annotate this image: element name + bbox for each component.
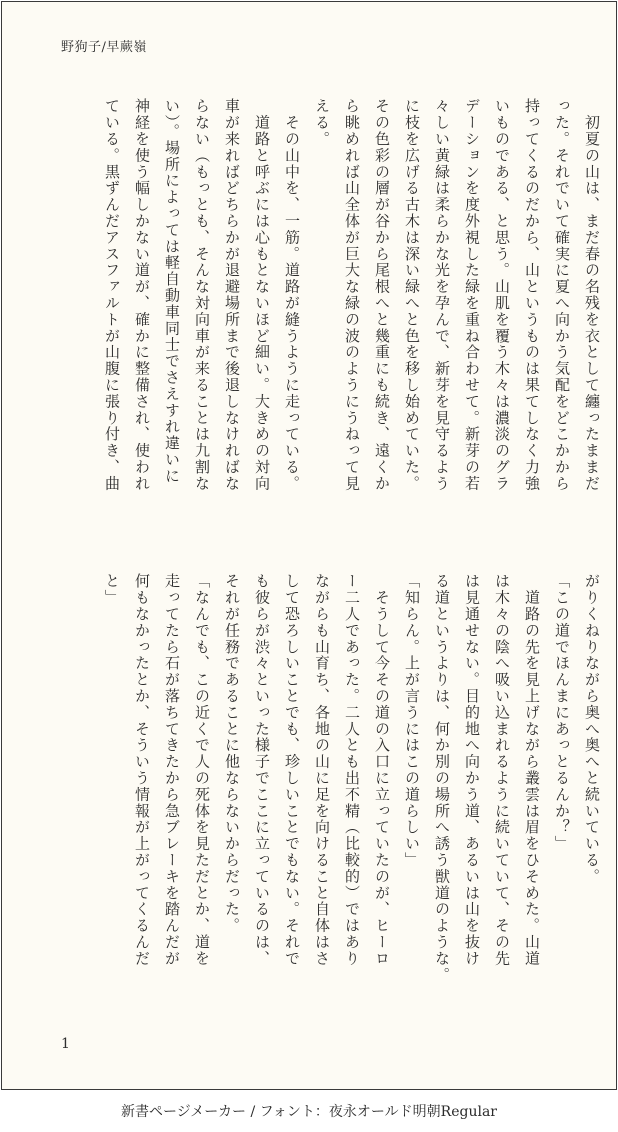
text-column: いものである、と思う。山肌を覆う木々は濃淡のグラ <box>493 98 511 492</box>
text-column: がりくねりながら奥へ奥へと続いている。 <box>583 573 601 885</box>
text-column: い）。場所によっては軽自動車同士でさえすれ違いに <box>163 98 181 485</box>
text-column: える。 <box>313 98 331 148</box>
text-column: 何もなかったとか、そういう情報が上がってくるんだ <box>133 573 151 967</box>
text-column: も彼らが渋々といった様子でここに立っているのは、 <box>253 573 271 967</box>
text-column: は見通せない。目的地へ向かう道、あるいは山を抜け <box>463 573 481 967</box>
text-column: と」 <box>103 573 121 606</box>
running-header: 野狗子/早蕨嶺 <box>61 40 147 55</box>
text-column: 道路の先を見上げながら叢雲は眉をひそめた。山道 <box>523 573 541 967</box>
text-column: その色彩の層が谷から尾根へと幾重にも続き、遠くか <box>373 98 391 492</box>
book-page <box>1 1 617 1090</box>
text-column: 「この道でほんまにあっとるんか？」 <box>553 573 571 852</box>
text-column: 道路と呼ぶには心もとないほど細い。大きめの対向 <box>253 98 271 492</box>
text-column: その山中を、一筋。道路が縫うように走っている。 <box>283 98 301 492</box>
text-column: それが任務であることに他ならないからだった。 <box>223 573 241 934</box>
text-column: 初夏の山は、まだ春の名残を衣として纏ったままだ <box>583 98 601 492</box>
text-column: らない（もっとも、そんな対向車が来ることは九割な <box>193 98 211 492</box>
text-column: ら眺めれば山全体が巨大な緑の波のようにうねって見 <box>343 98 361 492</box>
text-column: 持ってくるのだから、山というものは果てしなく力強 <box>523 98 541 492</box>
text-column: ながらも山育ち、各地の山に足を向けること自体はさ <box>313 573 331 967</box>
text-column: は木々の陰へ吸い込まれるように続いていて、その先 <box>493 573 511 967</box>
text-column: った。それでいて確実に夏へ向かう気配をどこかから <box>553 98 571 492</box>
text-column: 「知らん。上が言うにはこの道らしい」 <box>403 573 421 869</box>
text-column: 走ってたら石が落ちてきたから急ブレーキを踏んだが <box>163 573 181 967</box>
text-column: して恐ろしいことでも、珍しいことでもない。それで <box>283 573 301 967</box>
text-column: る道というよりは、何か別の場所へ誘う獣道のような。 <box>433 573 451 983</box>
text-column: デーションを度外視した緑を重ね合わせて。新芽の若 <box>463 98 481 492</box>
text-column: ている。黒ずんだアスファルトが山腹に張り付き、曲 <box>103 98 121 492</box>
text-column: ー二人であった。二人とも出不精（比較的）ではあり <box>343 573 361 967</box>
text-column: 神経を使う幅しかない道が、確かに整備され、使われ <box>133 98 151 492</box>
text-column: に枝を広げる古木は深い緑へと色を移し始めていた。 <box>403 98 421 492</box>
text-column: 「なんでも、この近くで人の死体を見ただとか、道を <box>193 573 211 967</box>
text-column: 車が来ればどちらかが退避場所まで後退しなければな <box>223 98 241 492</box>
text-column: 々しい黄緑は柔らかな光を孕んで、新芽を見守るよう <box>433 98 451 492</box>
footer-credit: 新書ページメーカー / フォント：夜永オールド明朝Regular <box>121 1104 497 1120</box>
page-number: 1 <box>61 1036 70 1052</box>
text-column: そうして今その道の入口に立っていたのが、ヒーロ <box>373 573 391 967</box>
